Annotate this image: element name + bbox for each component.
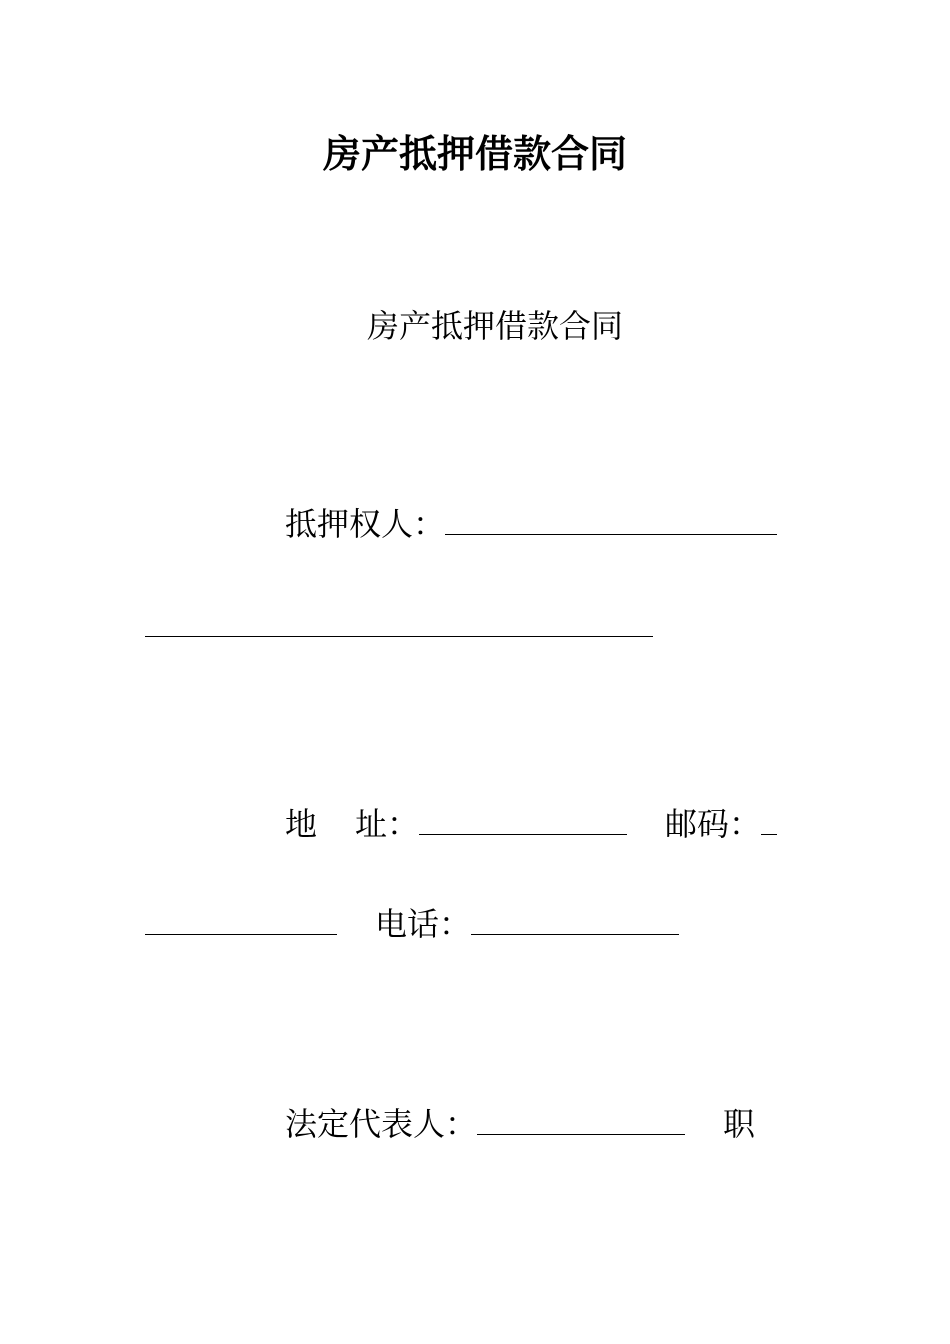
legal-rep-label: 法定代表人： (285, 1105, 478, 1143)
legal-representative-line (285, 1100, 755, 1148)
legal-rep-blank[interactable] (477, 1100, 685, 1135)
document-subtitle: 房产抵押借款合同 (366, 307, 623, 345)
mortgagee-label: 抵押权人： (285, 505, 446, 543)
address-label-part2: 址： (355, 805, 420, 843)
address-line (285, 800, 777, 848)
postcode-label: 邮码： (665, 805, 762, 843)
mortgagee-blank-continued[interactable] (145, 602, 653, 637)
postcode-phone-line (145, 900, 679, 948)
address-blank[interactable] (419, 800, 627, 835)
phone-label: 电话： (375, 905, 472, 943)
mortgagee-blank[interactable] (445, 500, 777, 535)
phone-blank[interactable] (471, 900, 679, 935)
document-title: 房产抵押借款合同 (322, 131, 627, 176)
mortgagee-continuation-line (145, 602, 653, 650)
postcode-blank[interactable] (761, 800, 777, 835)
mortgagee-line (285, 500, 777, 548)
postcode-blank-continued[interactable] (145, 900, 337, 935)
position-label: 职 (723, 1105, 756, 1143)
address-label-part1: 地 (285, 805, 318, 843)
